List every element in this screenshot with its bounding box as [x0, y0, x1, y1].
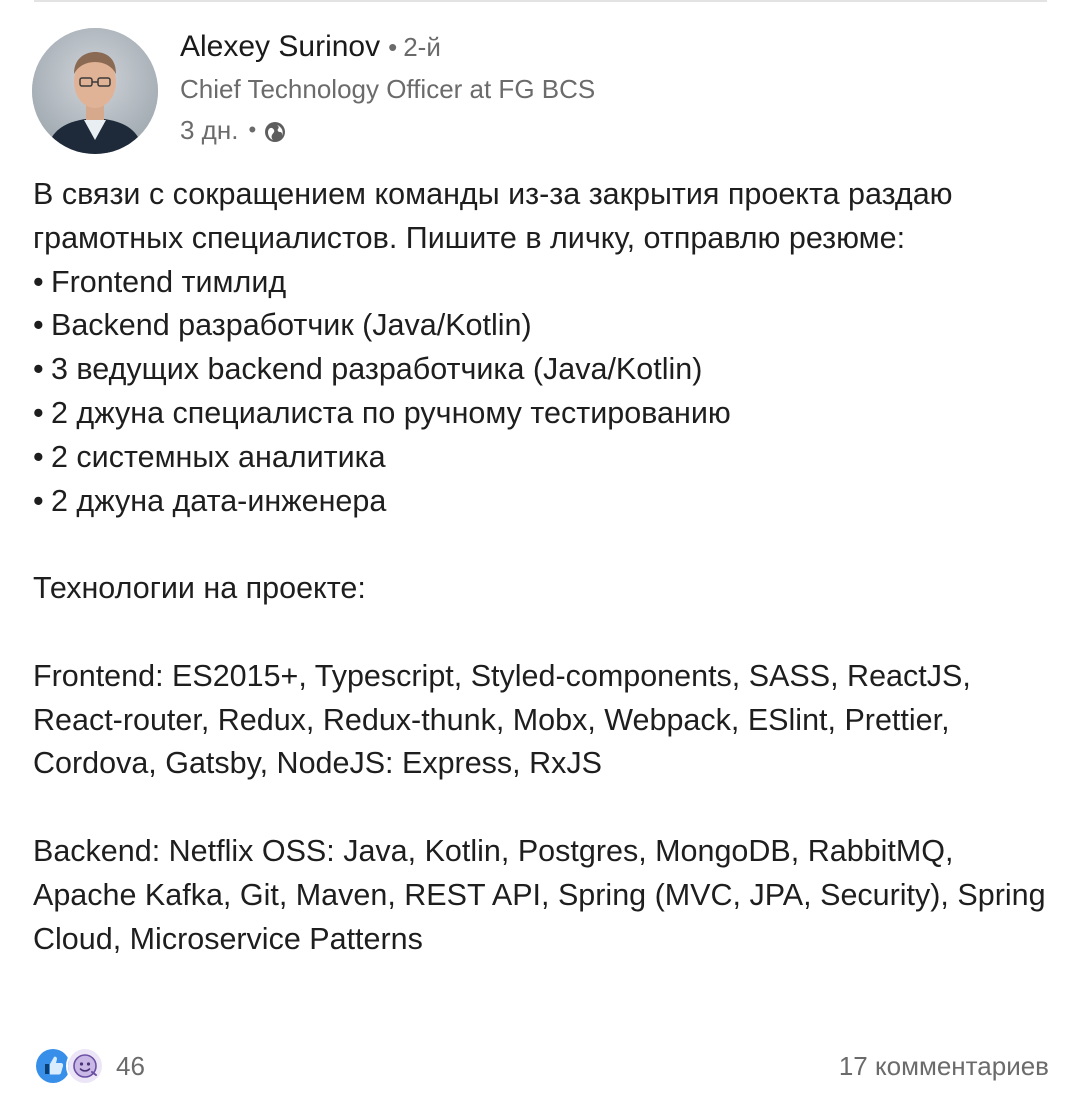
spacer [33, 523, 1053, 567]
bullet: • [33, 483, 44, 518]
tech-heading: Технологии на проекте: [33, 571, 366, 606]
top-divider [34, 0, 1047, 2]
bullet: • [33, 439, 44, 474]
author-line [180, 30, 441, 70]
bullet: • [33, 352, 44, 387]
insightful-icon [66, 1047, 104, 1085]
comments-link[interactable]: 17 комментариев [838, 1050, 1049, 1081]
list-item [33, 436, 1053, 480]
position-text: Backend разработчик (Java/Kotlin) [51, 308, 532, 343]
frontend-stack: Frontend: ES2015+, Typescript, Styled-components, SASS, ReactJS, React-router, Redux, Redux-thunk, Mobx, Webpack, ESlint, Prettier, Cordova, Gatsby, NodeJS: Express, RxJS [33, 658, 971, 781]
post-text [33, 173, 1053, 961]
list-item [33, 261, 1053, 305]
backend-stack: Backend: Netflix OSS: Java, Kotlin, Postgres, MongoDB, RabbitMQ, Apache Kafka, Git, Maven, REST API, Spring (MVC, JPA, Security), Spring Cloud, Microservice Patterns [33, 833, 1046, 956]
positions-list [33, 261, 1053, 524]
list-item [33, 304, 1053, 348]
avatar[interactable] [32, 28, 158, 154]
bullet: • [33, 395, 44, 430]
spacer [33, 786, 1053, 830]
connection-degree: 2-й [403, 32, 441, 62]
spacer [33, 611, 1053, 655]
list-item [33, 348, 1053, 392]
post-intro: В связи с сокращением команды из-за закрытия проекта раздаю грамотных специалистов. Пишите в личку, отправлю резюме: [33, 177, 953, 255]
position-text: 2 джуна дата-инженера [51, 483, 387, 518]
position-text: 3 ведущих backend разработчика (Java/Kotlin) [51, 352, 703, 387]
social-bar [34, 1043, 1049, 1089]
degree-separator: • [388, 32, 398, 62]
reactions-summary[interactable] [34, 1047, 145, 1085]
author-name[interactable]: Alexey Surinov [180, 30, 381, 63]
author-headline: Chief Technology Officer at FG BCS [180, 74, 596, 104]
post-time: 3 дн. [180, 114, 239, 145]
avatar-photo [32, 28, 158, 154]
meta-separator: • [248, 117, 257, 142]
position-text: Frontend тимлид [51, 264, 287, 299]
reaction-count: 46 [116, 1050, 145, 1081]
position-text: 2 джуна специалиста по ручному тестированию [51, 395, 731, 430]
list-item [33, 480, 1053, 524]
list-item [33, 392, 1053, 436]
globe-icon [264, 119, 286, 141]
post-meta [180, 113, 286, 147]
bullet: • [33, 308, 44, 343]
bullet: • [33, 264, 44, 299]
position-text: 2 системных аналитика [51, 439, 386, 474]
